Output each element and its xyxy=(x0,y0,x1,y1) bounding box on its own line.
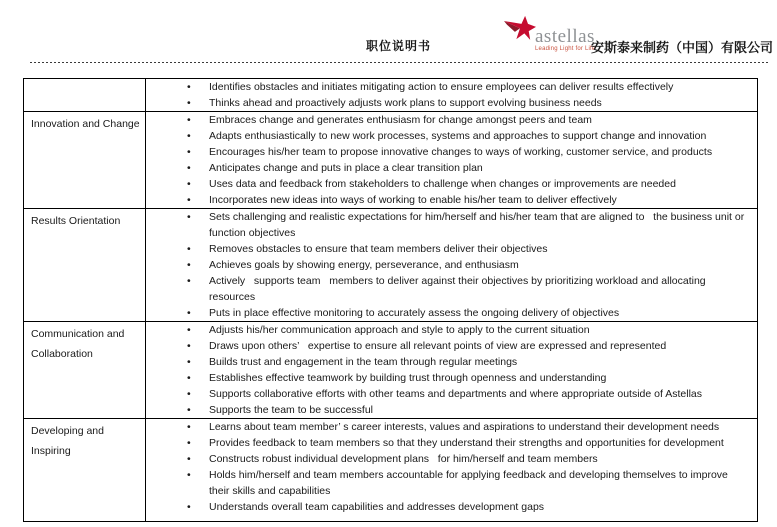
header-divider-dashed-line xyxy=(30,62,770,63)
competency-label: Communication and Collaboration xyxy=(24,322,146,419)
bullet-item: • Draws upon others’ expertise to ensure all relevant points of view are expressed and represented xyxy=(146,338,751,354)
competency-label: Innovation and Change xyxy=(24,112,146,209)
competency-label: Results Orientation xyxy=(24,209,146,322)
competency-table-body xyxy=(24,79,758,522)
bullet-item: • Constructs robust individual development plans for him/herself and team members xyxy=(146,451,751,467)
bullet-item: • Understands overall team capabilities and addresses development gaps xyxy=(146,499,751,515)
table-row xyxy=(24,209,758,322)
bullet-item: • Removes obstacles to ensure that team members deliver their objectives xyxy=(146,241,751,257)
bullet-item: • Encourages his/her team to propose innovative changes to ways of working, customer service, and products xyxy=(146,144,751,160)
bullet-item: • Adjusts his/her communication approach and style to apply to the current situation xyxy=(146,322,751,338)
astellas-tagline: Leading Light for Life xyxy=(535,46,596,52)
bullet-item: • Supports the team to be successful xyxy=(146,402,751,418)
table-row xyxy=(24,419,758,522)
table-row xyxy=(24,79,758,112)
bullet-item: • Achieves goals by showing energy, perseverance, and enthusiasm xyxy=(146,257,751,273)
bullet-item: • Establishes effective teamwork by building trust through openness and understanding xyxy=(146,370,751,386)
bullet-item: • Embraces change and generates enthusiasm for change amongst peers and team xyxy=(146,112,751,128)
bullet-item: • Provides feedback to team members so that they understand their strengths and opportunities for development xyxy=(146,435,751,451)
table-row xyxy=(24,322,758,419)
bullet-item: • Learns about team member’ s career interests, values and aspirations to understand their development needs xyxy=(146,419,751,435)
astellas-star-icon xyxy=(504,13,536,45)
astellas-wordmark: astellas xyxy=(535,26,595,47)
bullet-item: • Adapts enthusiastically to new work processes, systems and approaches to support change and innovation xyxy=(146,128,751,144)
doc-title: 职位说明书 xyxy=(366,39,432,53)
bullet-item: • Thinks ahead and proactively adjusts work plans to support evolving business needs xyxy=(146,95,751,111)
competency-label: Developing and Inspiring xyxy=(24,419,146,522)
bullet-list xyxy=(146,79,751,111)
bullet-item: • Puts in place effective monitoring to accurately assess the ongoing delivery of objectives xyxy=(146,305,751,321)
bullet-item: • Identifies obstacles and initiates mitigating action to ensure employees can deliver results effectively xyxy=(146,79,751,95)
bullet-item: • Uses data and feedback from stakeholders to challenge when changes or improvements are needed xyxy=(146,176,751,192)
bullet-item: • Actively supports team members to deliver against their objectives by prioritizing workload and allocating resources xyxy=(146,273,751,305)
bullet-list xyxy=(146,112,751,208)
bullet-item: • Anticipates change and puts in place a clear transition plan xyxy=(146,160,751,176)
table-row xyxy=(24,112,758,209)
bullet-list xyxy=(146,209,751,321)
bullet-item: • Incorporates new ideas into ways of working to enable his/her team to deliver effectively xyxy=(146,192,751,208)
bullet-item: • Holds him/herself and team members accountable for applying feedback and developing themselves to improve their skills and capabilities xyxy=(146,467,751,499)
bullet-list xyxy=(146,419,751,515)
bullet-item: • Supports collaborative efforts with other teams and departments and where appropriate outside of Astellas xyxy=(146,386,751,402)
bullet-list xyxy=(146,322,751,418)
competency-label xyxy=(24,79,146,112)
competency-table xyxy=(23,78,758,522)
astellas-logo xyxy=(504,13,595,52)
company-name: 安斯泰来制药（中国）有限公司 xyxy=(591,40,774,55)
bullet-item: • Sets challenging and realistic expectations for him/herself and his/her team that are aligned to the business unit or function objectives xyxy=(146,209,751,241)
bullet-item: • Builds trust and engagement in the team through regular meetings xyxy=(146,354,751,370)
